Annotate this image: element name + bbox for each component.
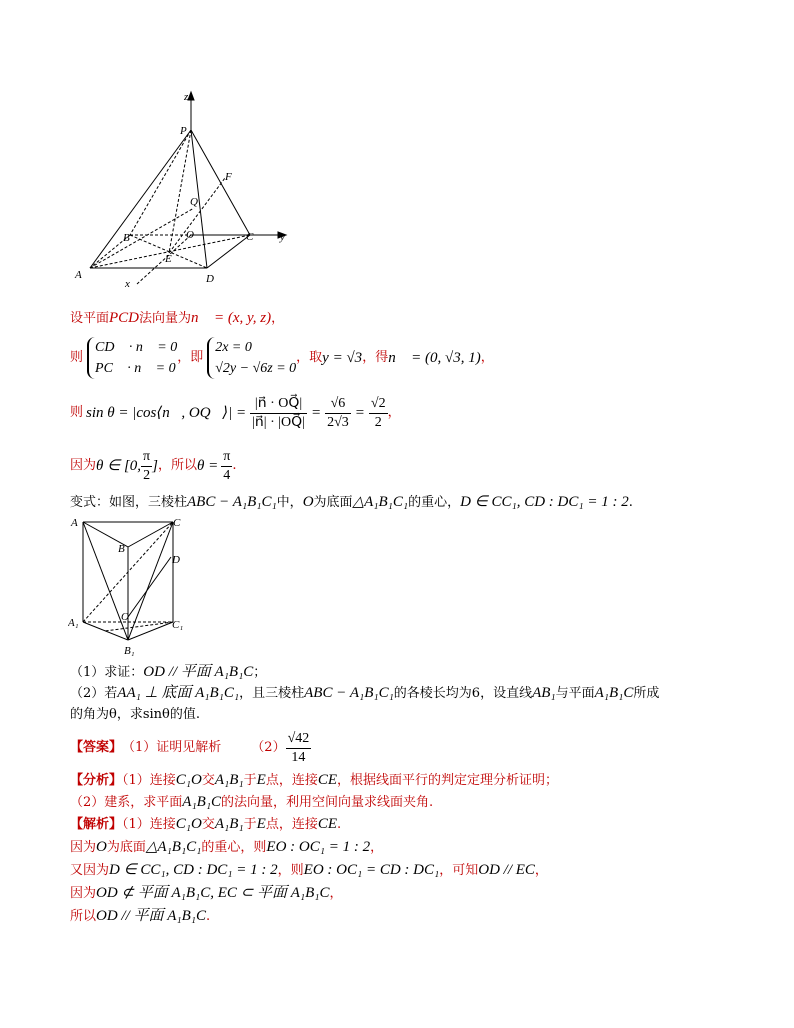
label-O: O bbox=[121, 611, 129, 623]
analysis-tag: 【分析】 bbox=[70, 773, 123, 788]
normal-system: 则 CD⃗ · n⃗ = 0 PC⃗ · n⃗ = 0 ，即 2x = 0 √2y − √6z = 0 ，取 y = √3 ，得 n⃗ = (0, √3, 1) ， bbox=[70, 334, 494, 382]
label-F: F bbox=[225, 171, 232, 183]
solution-line-5: 所以OD // 平面 A₁B₁C. bbox=[70, 908, 211, 924]
label-C1: C₁ bbox=[172, 619, 184, 631]
label-D: D bbox=[206, 273, 214, 285]
label-Q: Q bbox=[190, 196, 198, 208]
label-B: B bbox=[123, 232, 130, 244]
label-C: C bbox=[246, 231, 254, 243]
label-P: P bbox=[180, 125, 187, 137]
label-O: O bbox=[186, 229, 194, 241]
solution-line-2: 因为O为底面△A₁B₁C₁的重心，则EO : OC₁ = 1 : 2， bbox=[70, 839, 384, 855]
solution-line-4: 因为OD ⊄ 平面 A₁B₁C, EC ⊂ 平面 A₁B₁C， bbox=[70, 885, 343, 901]
solution-tag: 【解析】 bbox=[70, 817, 123, 832]
question-1: （1）求证：OD // 平面 A₁B₁C； bbox=[70, 664, 267, 680]
label-A: A bbox=[75, 269, 82, 281]
sin-theta-calc: 则 sin θ = |cos⟨n⃗, OQ⃗⟩| = $\frac{|n⃗ \cdot OQ⃗|}{|n⃗| \cdot |OQ⃗|}$ = $\frac{√6}{2√3}$ = $\frac{√2}{2}$ ， bbox=[70, 395, 401, 430]
analysis-line-2: （2）建系，求平面A₁B₁C的法向量，利用空间向量求线面夹角. bbox=[70, 794, 434, 810]
x-axis bbox=[137, 235, 191, 284]
question-2-cont: 的角为θ，求sinθ的值. bbox=[70, 707, 200, 722]
label-B1: B₁ bbox=[124, 645, 135, 657]
answer-tag: 【答案】 bbox=[70, 740, 123, 755]
label-D: D bbox=[172, 554, 180, 566]
variant-statement: 变式：如图，三棱柱ABC − A₁B₁C₁中，O为底面△A₁B₁C₁的重心，D ∈ CC₁, CD : DC₁ = 1 : 2. bbox=[70, 494, 633, 510]
label-C: C bbox=[173, 517, 181, 529]
label-x: x bbox=[125, 278, 130, 290]
solution-line-1: 【解析】（1）连接C₁O交A₁B₁于E点，连接CE. bbox=[70, 816, 342, 832]
normal-vector-intro: 设平面PCD法向量为n⃗ = (x, y, z)， bbox=[70, 310, 285, 326]
label-B: B bbox=[118, 543, 125, 555]
pyramid-figure bbox=[70, 90, 310, 290]
label-z: z bbox=[184, 91, 189, 103]
answer-line: 【答案】 （1）证明见解析 （2） $\frac{√42}{14}$ bbox=[70, 730, 310, 765]
theta-result: 因为 θ ∈ [0, $\frac{\pi}{2}$ ] ，所以 θ = $\frac{\pi}{4}$ . bbox=[70, 448, 237, 483]
solution-line-3: 又因为D ∈ CC₁, CD : DC₁ = 1 : 2，则EO : OC₁ = CD : DC₁，可知OD // EC， bbox=[70, 862, 548, 878]
question-2: （2）若AA₁ ⊥ 底面 A₁B₁C₁，且三棱柱ABC − A₁B₁C₁的各棱长均为6，设直线AB₁与平面A₁B₁C所成 bbox=[70, 685, 660, 701]
analysis-line-1: 【分析】（1）连接C₁O交A₁B₁于E点，连接CE，根据线面平行的判定定理分析证明； bbox=[70, 772, 559, 788]
label-A: A bbox=[71, 517, 78, 529]
label-E: E bbox=[165, 253, 172, 265]
prism-figure bbox=[68, 512, 198, 662]
label-A1: A₁ bbox=[68, 617, 79, 629]
label-y: y bbox=[280, 231, 285, 243]
